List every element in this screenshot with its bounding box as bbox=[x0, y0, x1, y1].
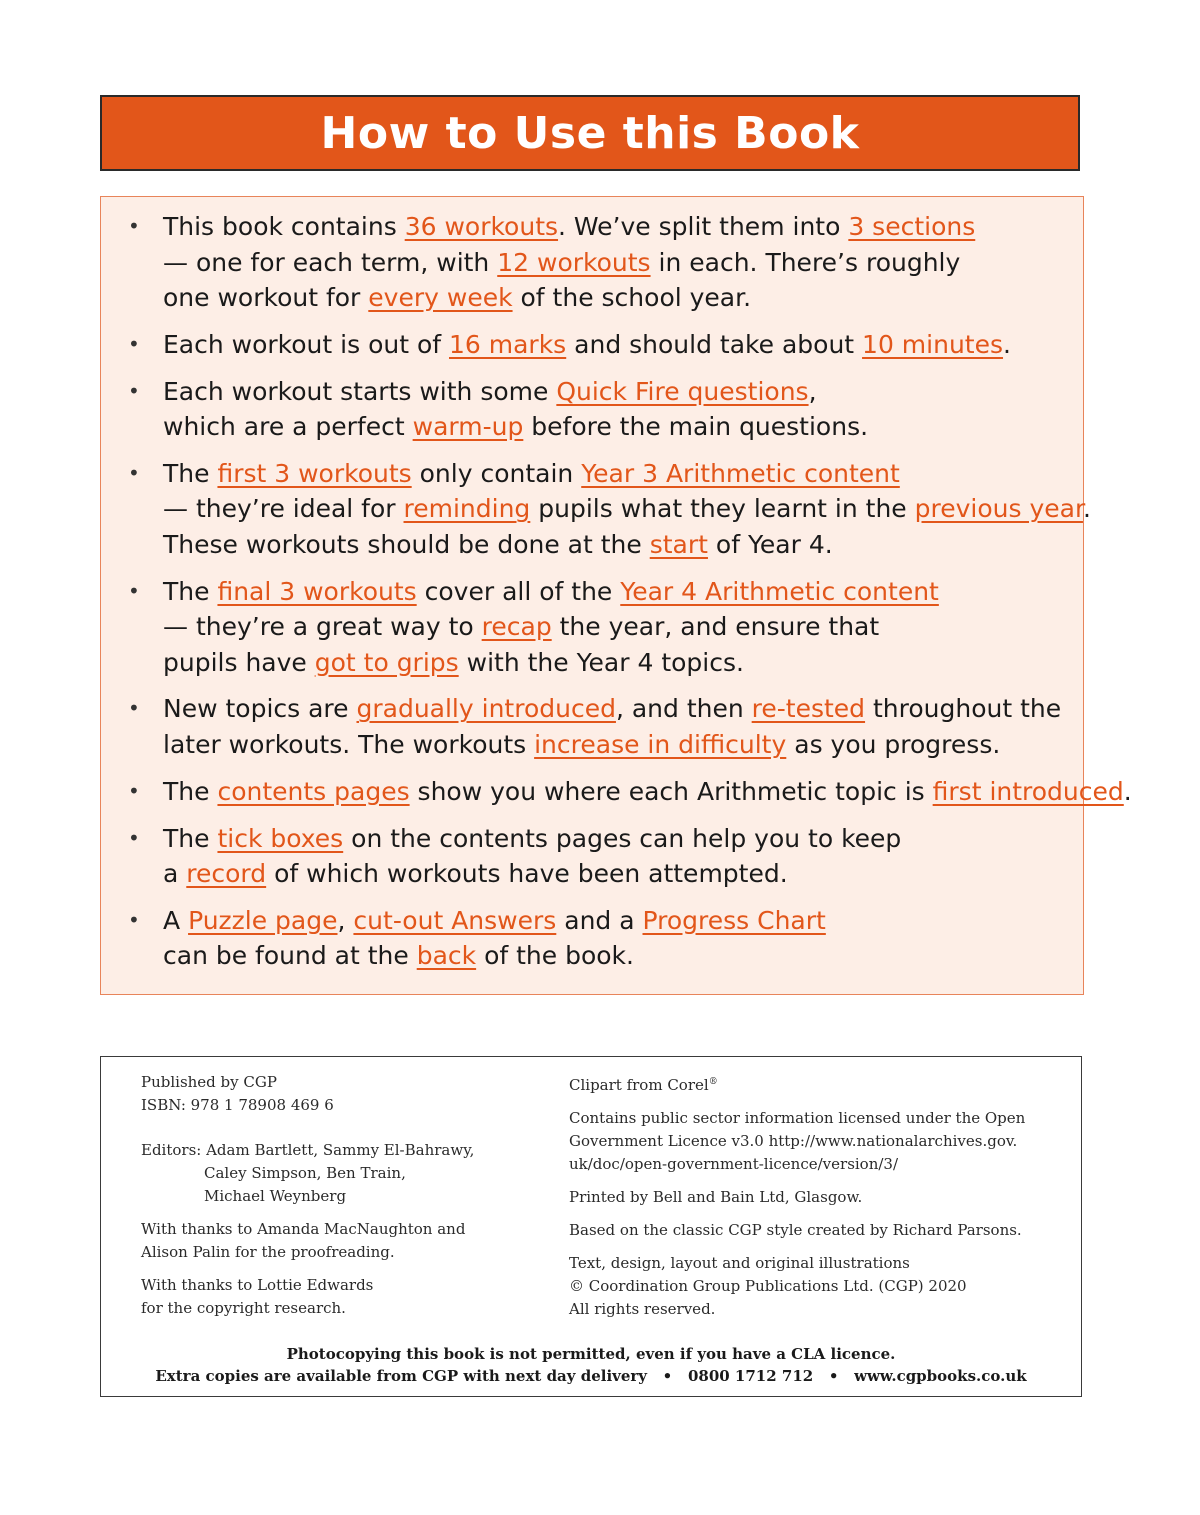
highlighted-phrase: gradually introduced bbox=[356, 694, 616, 724]
highlighted-phrase: re-tested bbox=[751, 694, 866, 724]
highlighted-phrase: 3 sections bbox=[848, 212, 976, 241]
highlighted-phrase: contents pages bbox=[217, 776, 410, 806]
style-credit: Based on the classic CGP style created by Richard Parsons. bbox=[569, 1221, 1022, 1239]
credits-left-column bbox=[141, 1071, 541, 1330]
highlighted-phrase: reminding bbox=[403, 494, 531, 524]
highlighted-phrase: Year 4 Arithmetic content bbox=[620, 576, 939, 606]
list-item: • The final 3 workouts cover all of the Year 4 Arithmetic content — they’re a great way to recap the year, and ensure that pupils have got to grips with the Year 4 topics. bbox=[128, 574, 1063, 681]
highlighted-phrase: 10 minutes bbox=[862, 329, 1004, 359]
copyright-notice: Text, design, layout and original illustrations © Coordination Group Publications Ltd. (CGP) 2020 All rights reserved. bbox=[569, 1254, 967, 1318]
bullet-icon: • bbox=[128, 331, 140, 356]
highlighted-phrase: recap bbox=[481, 612, 552, 642]
page-title: How to Use this Book bbox=[320, 107, 860, 159]
credits-right-column bbox=[569, 1071, 1059, 1331]
highlighted-phrase: previous year bbox=[914, 494, 1083, 524]
isbn: ISBN: 978 1 78908 469 6 bbox=[141, 1096, 334, 1114]
clipart-credit: Clipart from Corel® bbox=[569, 1076, 718, 1094]
credits-box bbox=[100, 1056, 1082, 1397]
bullet-icon: • bbox=[128, 696, 140, 721]
highlighted-phrase: start bbox=[649, 529, 708, 559]
highlighted-phrase: 12 workouts bbox=[497, 247, 651, 277]
list-item: • New topics are gradually introduced, and then re-tested throughout the later workouts. The workouts increase in difficulty as you progress. bbox=[128, 691, 1063, 762]
photocopy-notice: Photocopying this book is not permitted, even if you have a CLA licence. bbox=[286, 1345, 896, 1363]
contact-line: Extra copies are available from CGP with next day delivery • 0800 1712 712 • www.cgpbooks.co.uk bbox=[155, 1367, 1027, 1385]
list-item: • This book contains 36 workouts. We’ve split them into 3 sections — one for each term, with 12 workouts in each. There’s roughly one workout for every week of the school year. bbox=[128, 209, 1063, 316]
highlighted-phrase: back bbox=[416, 941, 477, 971]
highlighted-phrase: first 3 workouts bbox=[217, 458, 412, 488]
highlighted-phrase: Year 3 Arithmetic content bbox=[581, 458, 900, 488]
highlighted-phrase: 16 marks bbox=[449, 329, 567, 359]
editors: Editors: Adam Bartlett, Sammy El-Bahrawy, Caley Simpson, Ben Train, Michael Weynberg bbox=[141, 1141, 475, 1205]
highlighted-phrase: Quick Fire questions bbox=[556, 376, 809, 406]
highlighted-phrase: every week bbox=[368, 283, 513, 312]
highlighted-phrase: tick boxes bbox=[217, 823, 344, 853]
copyright-research-thanks: With thanks to Lottie Edwards for the copyright research. bbox=[141, 1276, 374, 1317]
bullet-icon: • bbox=[128, 825, 140, 850]
publisher-info bbox=[141, 1071, 541, 1117]
list-item: • The tick boxes on the contents pages can help you to keep a record of which workouts have been attempted. bbox=[128, 821, 1063, 892]
bullet-icon: • bbox=[128, 578, 140, 603]
highlighted-phrase: cut-out Answers bbox=[353, 905, 557, 935]
instructions-list bbox=[128, 209, 1132, 974]
bullet-icon: • bbox=[128, 907, 140, 932]
list-item: • A Puzzle page, cut-out Answers and a Progress Chart can be found at the back of the book. bbox=[128, 903, 1063, 974]
highlighted-phrase: warm-up bbox=[412, 412, 524, 442]
photocopy-footer bbox=[101, 1343, 1081, 1387]
highlighted-phrase: 36 workouts bbox=[404, 212, 559, 241]
registered-mark: ® bbox=[708, 1077, 718, 1087]
printer-info: Printed by Bell and Bain Ltd, Glasgow. bbox=[569, 1188, 863, 1206]
bullet-icon: • bbox=[128, 778, 140, 803]
list-item: • Each workout is out of 16 marks and should take about 10 minutes. bbox=[128, 327, 1063, 363]
highlighted-phrase: final 3 workouts bbox=[217, 576, 417, 606]
licence-info: Contains public sector information licensed under the Open Government Licence v3.0 http://www.nationalarchives.gov. uk/doc/open-government-licence/version/3/ bbox=[569, 1109, 1026, 1173]
published-by: Published by CGP bbox=[141, 1073, 277, 1091]
proofreading-thanks: With thanks to Amanda MacNaughton and Alison Palin for the proofreading. bbox=[141, 1220, 466, 1261]
highlighted-phrase: Puzzle page bbox=[188, 905, 338, 935]
list-item: • The first 3 workouts only contain Year 3 Arithmetic content — they’re ideal for reminding pupils what they learnt in the previous year. These workouts should be done at the start of Year 4. bbox=[128, 456, 1063, 563]
title-banner bbox=[100, 95, 1080, 171]
bullet-icon: • bbox=[128, 460, 140, 485]
instructions-box bbox=[100, 196, 1132, 995]
highlighted-phrase: increase in difficulty bbox=[534, 729, 787, 759]
highlighted-phrase: record bbox=[186, 859, 267, 889]
bullet-icon: • bbox=[128, 214, 140, 238]
highlighted-phrase: Progress Chart bbox=[642, 905, 826, 935]
highlighted-phrase: first introduced bbox=[932, 776, 1124, 806]
highlighted-phrase: got to grips bbox=[314, 647, 459, 677]
list-item: • The contents pages show you where each Arithmetic topic is first introduced. bbox=[128, 774, 1063, 810]
list-item: • Each workout starts with some Quick Fire questions, which are a perfect warm-up before the main questions. bbox=[128, 374, 1063, 445]
bullet-icon: • bbox=[128, 378, 140, 403]
